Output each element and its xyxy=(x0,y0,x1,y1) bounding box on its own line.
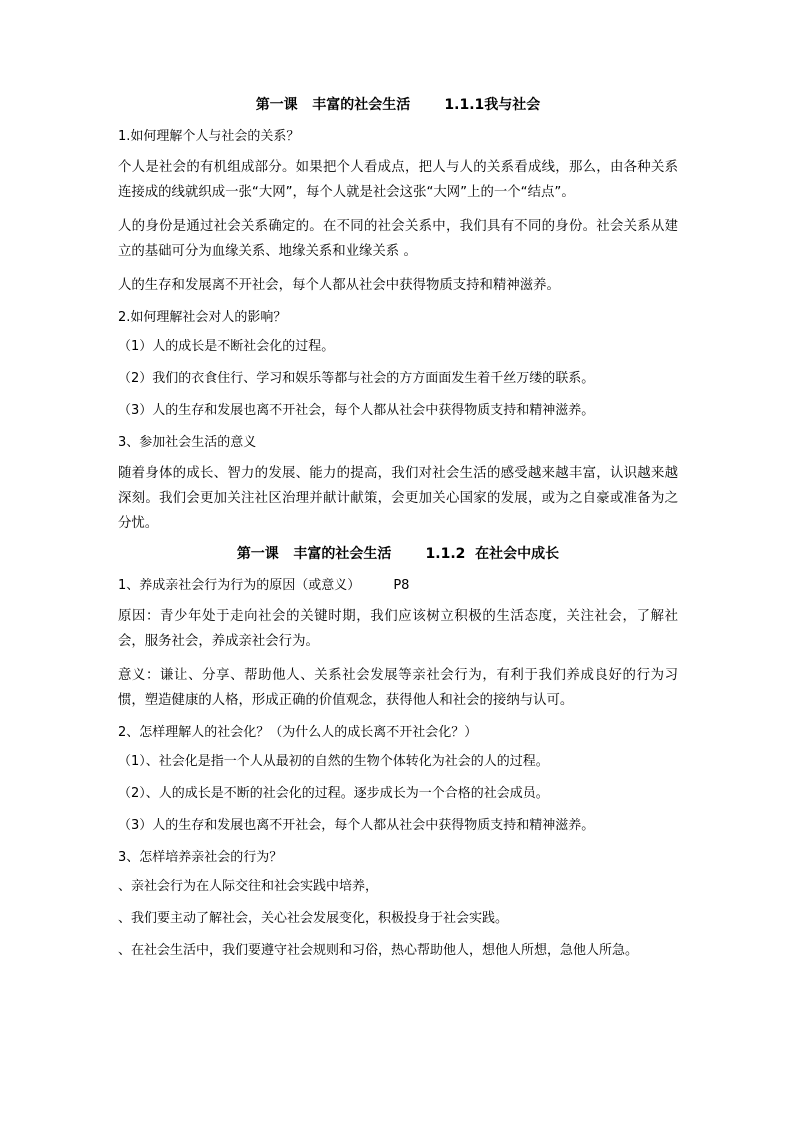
list-item: （2）、人的成长是不断的社会化的过程。逐步成长为一个合格的社会成员。 xyxy=(118,786,549,801)
list-item: 、亲社会行为在人际交往和社会实践中培养， xyxy=(118,879,379,894)
section-lesson-1-1-2 xyxy=(118,545,678,961)
paragraph: 人的生存和发展离不开社会，每个人都从社会中获得物质支持和精神滋养。 xyxy=(118,278,560,293)
question-heading: 3、怎样培养亲社会的行为？ xyxy=(118,850,283,865)
list-item: （3）人的生存和发展也离不开社会，每个人都从社会中获得物质支持和精神滋养。 xyxy=(118,818,595,833)
paragraph: 人的身份是通过社会关系确定的。在不同的社会关系中，我们具有不同的身份。社会关系从建立的基础可分为血缘关系、地缘关系和业缘关系 。 xyxy=(118,219,678,259)
question-heading: 1.如何理解个人与社会的关系？ xyxy=(118,129,300,144)
list-item: （3）人的生存和发展也离不开社会，每个人都从社会中获得物质支持和精神滋养。 xyxy=(118,403,595,418)
paragraph: 随着身体的成长、智力的发展、能力的提高，我们对社会生活的感受越来越丰富，认识越来越深刻。我们会更加关注社区治理并献计献策，会更加关心国家的发展，或为之自豪或准备为之分忧。 xyxy=(118,466,678,531)
section-lesson-1-1-1 xyxy=(118,96,678,536)
paragraph: 原因：青少年处于走向社会的关键时期，我们应该树立积极的生活态度，关注社会，了解社会，服务社会，养成亲社会行为。 xyxy=(118,609,678,649)
question-heading: 2、怎样理解人的社会化？（为什么人的成长离不开社会化？） xyxy=(118,725,478,740)
list-item: （2）我们的衣食住行、学习和娱乐等都与社会的方方面面发生着千丝万缕的联系。 xyxy=(118,371,595,386)
list-item: 、我们要主动了解社会，关心社会发展变化，积极投身于社会实践。 xyxy=(118,911,509,926)
question-heading: 2.如何理解社会对人的影响？ xyxy=(118,310,287,325)
paragraph: 个人是社会的有机组成部分。如果把个人看成点，把人与人的关系看成线，那么，由各种关系连接成的线就织成一张“大网”，每个人就是社会这张“大网”上的一个“结点”。 xyxy=(118,160,678,200)
section-title: 第一课 丰富的社会生活 1.1.1我与社会 xyxy=(255,97,541,113)
list-item: 、在社会生活中，我们要遵守社会规则和习俗，热心帮助他人，想他人所想，急他人所急。 xyxy=(118,943,639,958)
question-heading: 3、参加社会生活的意义 xyxy=(118,435,257,450)
paragraph: 意义：谦让、分享、帮助他人、关系社会发展等亲社会行为，有利于我们养成良好的行为习惯，塑造健康的人格，形成正确的价值观念，获得他人和社会的接纳与认可。 xyxy=(118,668,678,708)
section-title: 第一课 丰富的社会生活 1.1.2 在社会中成长 xyxy=(236,546,560,562)
list-item: （1）人的成长是不断社会化的过程。 xyxy=(118,339,335,354)
document-page xyxy=(118,96,678,972)
list-item: （1）、社会化是指一个人从最初的自然的生物个体转化为社会的人的过程。 xyxy=(118,754,549,769)
question-heading: 1、养成亲社会行为行为的原因（或意义） P8 xyxy=(118,578,410,593)
